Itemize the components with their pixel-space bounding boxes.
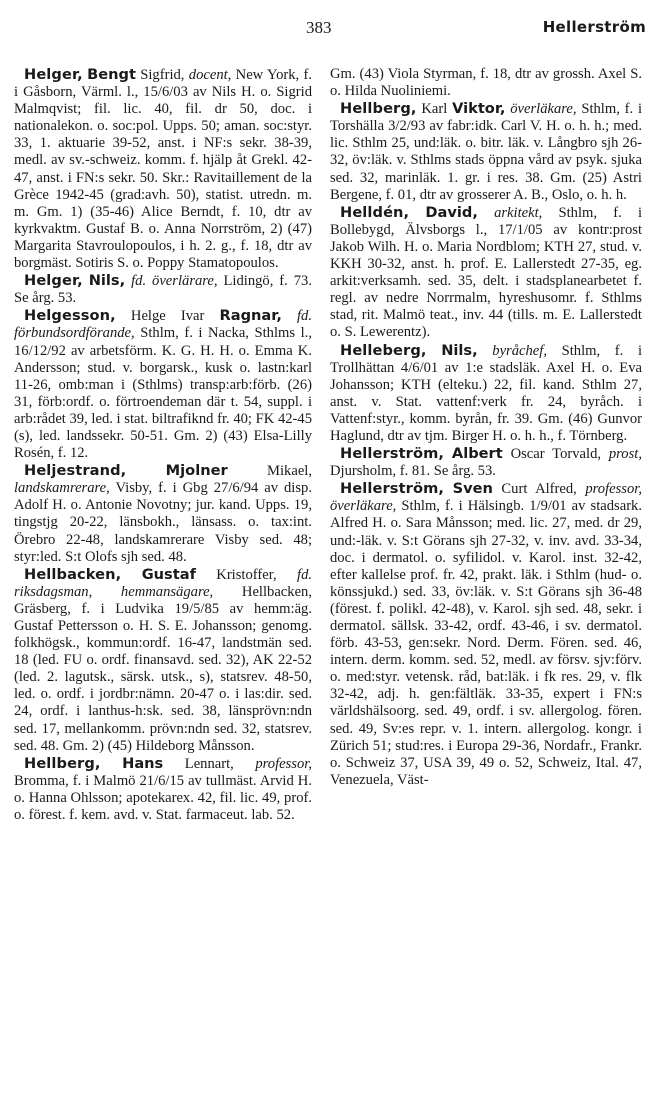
entry-title: prost, (608, 446, 642, 463)
entry-surname: Helger, (24, 66, 83, 83)
entry-surname: Hellerström, (340, 480, 445, 498)
entry-bold-given: David, (425, 203, 478, 221)
entry-given: Mikael, (227, 463, 312, 480)
continued-text: Gm. (43) Viola Styrman, f. 18, dtr av grossh. Axel S. o. Hilda Nuoliniemi. (330, 66, 642, 100)
entry-text: Lidingö, f. 73. Se årg. 53. (14, 273, 312, 307)
entry-text: Bromma, f. i Malmö 21/6/15 av tullmäst. Arvid H. o. Hanna Ohlsson; apotekarex. 42, fil. lic. 49, prof. o. förest. f. kem. avd. v. Stat. farmaceut. lab. 52. (14, 772, 312, 824)
entry-surname: Hellberg, (340, 100, 417, 118)
entry-text: Visby, f. i Gbg 27/6/94 av disp. Adolf H. o. Antonie Novotny; jur. kand. Upps. 19, tingstjg 20-22, länsbokh., länsass. o. tax:int. Örebro 22-48, landskamrerare Visby sed. 48; styr:led. S:t Olofs sjh sed. 48. (14, 480, 312, 565)
entry-hellerstrom-albert (330, 445, 642, 480)
entry-title: överläkare, (510, 101, 577, 118)
entry-hellbacken-gustaf (14, 566, 312, 755)
entry-title: byråchef, (492, 342, 547, 359)
entry-title: fd. överlärare, (131, 273, 218, 290)
entry-text: Djursholm, f. 81. Se årg. 53. (330, 463, 496, 480)
entry-text: Sthlm, f. i Nacka, Sthlms l., 16/12/92 av arbetsförm. K. G. H. H. o. Emma K. Andersson; stud. v. borgarsk., kusk o. lastn:karl 11-26, omb:man i (Sthlms) transp:arb:förb. (26) 31, förb:ordf. o. förtroendeman där t. 54, suppl. i arb:rådet 39, led. i stat. biltrafiknd fr. 40; FK 42-45 (s), led. landssekr. 50-51. Gm. 2) (43) Elsa-Lilly Rosén, f. 12. (14, 325, 312, 462)
entry-bold-given: Albert (451, 445, 503, 463)
left-column (14, 66, 312, 824)
entry-title: fd. förbundsordförande, (14, 308, 312, 342)
entry-bold-given: Viktor, (452, 100, 506, 118)
entry-surname: Helgesson, (24, 307, 116, 325)
entry-given: Helge Ivar (115, 308, 220, 325)
entry-hellberg-hans (14, 755, 312, 824)
entry-text: Sthlm, f. i Bollebygd, Älvsborgs l., 17/1/05 av kontr:prost Jakob Wilh. H. o. Maria Nordblom; KTH 27, stud. v. KKH 30-32, anst. h. prof. E. Lallerstedt 27-35, eg. arkit:verksamh. sed. 35, delt. i stadsplanearbetet f. regl. av nedre Norrmalm, hyreshusomr. f. Sthlms stad, rit. Malmö teat., inv. 44 (tills. m. E. Lallerstedt o. S. Lewerentz). (330, 204, 642, 341)
entry-helleberg-nils (330, 342, 642, 446)
entry-surname: Heljestrand, (24, 462, 127, 480)
entry-title: landskamrerare, (14, 480, 110, 497)
entry-surname: Hellerström, (340, 445, 445, 463)
entry-helgesson-ragnar (14, 307, 312, 462)
entry-hellerstrom-sven (330, 480, 642, 789)
entry-given: Lennart, (163, 755, 234, 772)
entry-given: Karl (416, 101, 453, 118)
entry-bold-given: Sven (452, 480, 493, 498)
page-number: 383 (306, 18, 332, 37)
entry-title: professor, (255, 755, 312, 772)
entry-bold-given: Hans (122, 754, 164, 772)
entry-text: New York, f. i Gåsborn, Värml. l., 15/6/03 av Nils H. o. Sigrid Malmqvist; fil. lic. 40, fil. dr 50, doc. i nationalekon. o. soc:pol. Upps. 50; aman. soc:styr. 33, 1. aktuarie 39-52, anst. i NF:s sekr. 38-39, medl. av sv.-schweiz. komm. f. hjälp åt Grekl. 42-47, anst. i FN:s sekr. 50. Skr.: Ravitaillement de la Grèce 1942-45 (grad:avh. 50), statist. utredn. m. m. Gm. 1) (35-46) Alice Berndt, f. 10, dtr av kyrkvaktm. Gustaf B. o. Anna Norrström, 2) (47) Margarita Stavroulopoulos, i h. 2. g., f. 18, dtr av borgmäst. Sotiris S. o. Poppy Stamatopoulos. (14, 67, 312, 272)
entry-surname: Helleberg, (340, 341, 427, 359)
entry-text: Sthlm, f. i Hälsingb. 1/9/01 av stadsark. Alfred H. o. Sara Månsson; med. lic. 27, med. dr 29, und:-läk. v. S:t Görans sjh 27-32, v. inv. avd. 33-34, doc. i dermatol. o. syfilidol. v. Karol. inst. 32-42, efter kallelse prof. fr. 42, prakt. läk. i Sthlm (hud- o. könssjukd.) sed. 33, öv:läk. v. S:t Görans sjh 36-48 (förest. f. polikl. 42-48), v. Karol. sjh sed. 48, sekr. i dermatol. sällsk. 33-42, ordf. 43-46, i sv. dermatol. förb. 43-53, gen:sekr. Nord. Derm. Fören. sed. 46, intern. derm. komm. sed. 52, medl. av försv. sjv:förv. o. med:styr. vetensk. råd, bat:läk. i fk res. 29, v. flk 32-42, adj. h. gen:fältläk. 33-35, expert i FN:s världshälsoorg. sed. 49, ordf. i sv. allergolog. fören. sed. 49, Sv:es repr. v. 1. intern. allergolog. kongr. i Zürich 51; stud:res. i Europa 29-36, Nordafr., Frankr. o. Schweiz 37, USA 39, 49 o. 52, Schweiz, Ital. 47, Venezuela, Väst- (330, 498, 642, 788)
entry-heljestrand-mjolner (14, 462, 312, 566)
entry-hellden-david (330, 204, 642, 342)
entry-title: docent, (188, 67, 232, 83)
entry-bold-given: Bengt (87, 66, 136, 83)
entry-bold-given: Ragnar, (219, 307, 282, 325)
entry-bold-given: Nils, (441, 341, 478, 359)
entry-surname: Hellbacken, (24, 565, 122, 583)
entry-given: Curt Alfred, (492, 481, 577, 498)
entry-surname: Helldén, (340, 203, 410, 221)
entry-hellberg-viktor (330, 100, 642, 204)
entry-surname: Hellberg, (24, 754, 101, 772)
entry-bold-given: Mjolner (165, 462, 228, 480)
entry-text: Hellbacken, Gräsberg, f. i Ludvika 19/5/85 av hemm:äg. Gustaf Pettersson o. H. S. E. Johansson; genomg. folkhögsk., kommun:ordf. 16-47, landstmän sed. 18 (led. FU o. ordf. finansavd. sed. 32), AK 22-52 (led. 2. lagutsk., särsk. utsk., s), statsrev. 48-50, led. o. ordf. i jordbr:nämn. 20-47 o. i las:dir. sed. 24, ordf. i lanthus-h:sk. sed. 38, länsprövn:ndn sed. 17, mellankomm. prövn:ndn sed. 32, statsrev. sed. 48. Gm. 2) (45) Hildeborg Månsson. (14, 583, 313, 754)
entry-helger-bengt (14, 66, 312, 272)
entry-bold-given: Nils, (88, 272, 126, 290)
entry-surname: Helger, (24, 272, 83, 290)
right-column (330, 66, 642, 789)
entry-given: Oscar Torvald, (502, 446, 602, 463)
entry-title: arkitekt, (494, 204, 543, 221)
entry-text: Sthlm, f. i Torshälla 3/2/93 av fabr:idk. Carl V. H. o. h. h.; med. lic. Sthlm 25, und:läk. o. bitr. läk. v. Långbro sjh 26-32, öv:läk. v. Sthlms stads öppna vård av psyk. sjuka sed. 32, marinläk. 1. gr. i res. 38. Gm. (25) Astri Bergene, f. 01, dtr av grosserer A. B., Oslo, o. h. h. (330, 101, 642, 203)
running-head: Hellerström (542, 18, 646, 36)
entry-given: Sigfrid, (135, 67, 185, 83)
entry-title: professor, överläkare, (330, 481, 642, 515)
entry-text: Sthlm, f. i Trollhättan 4/6/01 av 1:e stadsläk. Axel H. o. Eva Johansson; KTH (elteku.) 22, fil. kand. Sthlm 27, anst. v. Stat. vattenf:verk fr. 24, byråch. i Vattenf:styr., komm. byrån, fr. 39. Gm. (46) Gunvor Haglund, dtr av tjm. Birger H. o. h. h., f. Törnberg. (330, 342, 642, 444)
entry-given: Kristoffer, (195, 566, 277, 583)
entry-title: fd. riksdagsman, hemmansägare, (14, 566, 313, 600)
entry-bold-given: Gustaf (141, 565, 196, 583)
entry-helger-nils (14, 272, 312, 307)
